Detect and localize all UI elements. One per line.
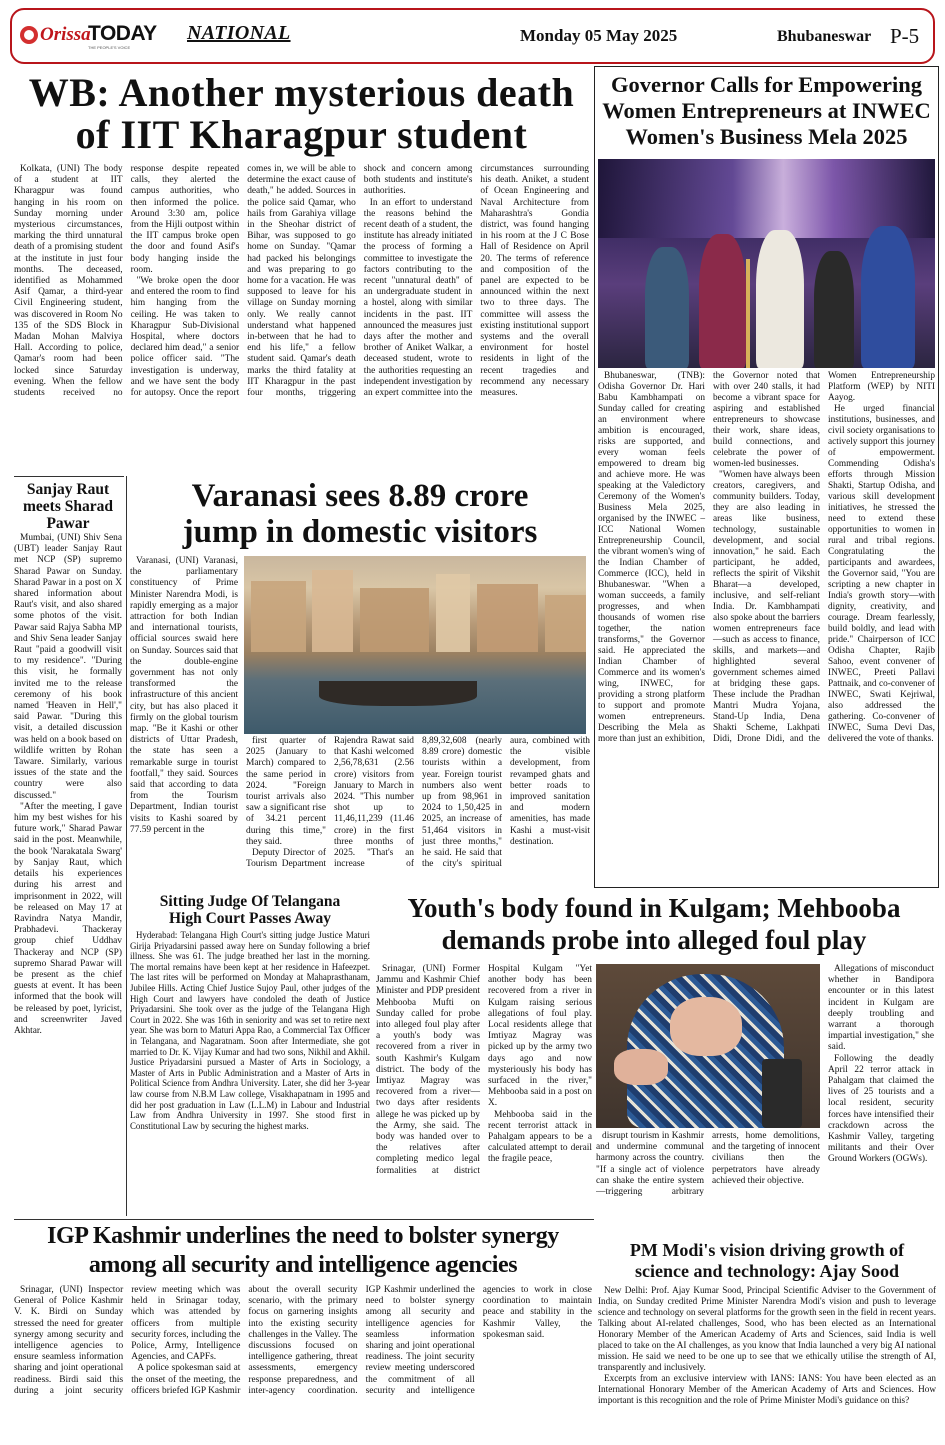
kulgam-headline-line1: Youth's body found in Kulgam; Mehbooba <box>407 893 901 923</box>
judge-headline-line1: Sitting Judge Of Telangana <box>159 893 341 910</box>
raut-paragraph: Mumbai, (UNI) Shiv Sena (UBT) leader Sanjay Raut met NCP (SP) supremo Sharad Pawar on Sunday. Sharad Pawar in a post on X shared information about Raut's visit, and also shared some photos of the visit. Pawar said Rajya Sabha MP and Shiv Sena leader Sanjay Raut "paid a goodwill visit to my residence". "During this visit, he formally invited me to the release ceremony of his book named 'Heaven in Hell'," said Pawar. "During this visit, a detailed discussion was held on a book based on wildlife written by Rohan Taware. Similarly, various issues of the state and the country were also discussed." <box>14 533 122 801</box>
logo-tagline: THE PEOPLE'S VOICE <box>88 45 131 50</box>
section-title: NATIONAL <box>187 22 291 44</box>
sood-paragraph: Excerpts from an exclusive interview with IANS: IANS: You have been elected as an International Honorary Member of the American Academy of Arts and Sciences. How important is this recognition and the role of Prime Minister Modi's guidance on this? <box>598 1373 936 1405</box>
kulgam-body-right <box>828 964 934 1236</box>
wb-headline <box>14 72 589 156</box>
logo-today: TODAY <box>88 22 157 45</box>
varanasi-body-left <box>130 556 238 892</box>
wb-headline-line1: WB: Another mysterious death <box>28 70 575 115</box>
logo <box>20 22 160 52</box>
masthead <box>10 8 935 64</box>
kulgam-paragraph: Mehbooba said in the recent terrorist attack in Pahalgam appears to be a calculated attempt to derail the fragile peace, <box>488 1109 592 1165</box>
wb-article-body <box>14 164 589 474</box>
governor-headline-line3: Women's Business Mela 2025 <box>625 124 908 149</box>
igp-paragraph: Srinagar, (UNI) Inspector General of Police Kashmir V. K. Birdi on Sunday stressed the need for greater synergy among security and intelligence agencies to ensure seamless information sharing and joint operational readiness. Birdi said this during a joint security review meeting which was held in Srinagar today, which was attended by officers from multiple security forces, including the Police, Army, Intelligence Agencies, and CAPFs. <box>14 1285 241 1396</box>
raut-paragraph: "After the meeting, I gave him my best wishes for his future work," Sharad Pawar said in the post. Meanwhile, the book 'Narakatala Swarg' by Sanjay Raut, which details his experiences during his arrest and imprisonment in 2022, will be released on May 17 at Ravindra Natya Mandir, Prabhadevi. Thackeray group chief Uddhav Thackeray and NCP (SP) supremo Sharad Pawar will be present as the chief guests at event. It has been informed that the book will be released by poet, lyricist, and screenwriter Javed Akhtar. <box>14 801 122 1036</box>
kulgam-paragraph: Allegations of misconduct whether in Bandipora encounter or in this latest incident in Kulgam are deeply troubling and warrant a thorough impartial investigation," she said. <box>828 964 934 1053</box>
kulgam-body-left <box>376 964 592 1236</box>
judge-article-body <box>130 930 370 1215</box>
governor-headline-line1: Governor Calls for Empowering <box>610 72 923 97</box>
governor-event-photo <box>598 159 935 368</box>
raut-article-body <box>14 533 122 1215</box>
kulgam-paragraph: disrupt tourism in Kashmir and undermine communal harmony across the country. "If a single act of violence can shake the entire system—triggering arbitrary arrests, home demolitions, and the targeting of innocent civilians then the perpetrators have already achieved their objective. <box>596 1131 820 1198</box>
igp-article-body <box>14 1285 592 1435</box>
raut-headline: Sanjay Raut meets Sharad Pawar <box>23 481 113 532</box>
varanasi-paragraph: Deputy Director of Tourism Department Rajendra Rawat said that Kashi welcomed 2,56,78,631 (2.56 crore) visitors from January to March in 2024. "This number shot up to 11,46,11,239 (11.46 crore) in the first three months of 2025. "That's an increase of 8,89,32,608 (nearly 8.89 crore) domestic tourists within a year. Foreign tourist numbers also went up from 98,961 in 2024 to 1,50,425 in 2025, an increase of 51,464 visitors in just three months," he said. He said that the city's spiritual aura, combined with the visible development, from revamped ghats and better roads to improved sanitation and modern amenities, has made Kashi a must-visit destination. <box>246 736 590 870</box>
igp-headline-line2: among all security and intelligence agencies <box>88 1252 518 1278</box>
issue-date: Monday 05 May 2025 <box>520 26 678 45</box>
sood-headline-line2: science and technology: Ajay Sood <box>634 1261 899 1281</box>
edition-city: Bhubaneswar <box>777 28 872 45</box>
judge-headline <box>130 893 370 927</box>
igp-paragraph: A police spokesman said at the onset of the meeting, the officers briefed IGP Kashmir about the overall security scenario, with the primary focus on garnering insights into the existing security challenges in the Valley. The discussions focused on intelligence gathering, threat assessments, emergency response preparedness, and inter-agency coordination. IGP Kashmir underlined the need to bolster synergy among all security and intelligence agencies for seamless information sharing and joint operational readiness. The joint security review meeting underscored the commitment of all security and intelligence agencies to work in close coordination to maintain peace and stability in the Kashmir Valley, the spokesman said. <box>131 1285 592 1396</box>
kulgam-headline <box>374 892 934 956</box>
judge-paragraph: Hyderabad: Telangana High Court's sitting judge Justice Maturi Girija Priyadarsini passed away here on Sunday following a brief illness. She was 61. The judge breathed her last in the morning. The mortal remains have been kept at her residence in Hafeezpet. The last rites will be performed on Monday at Mahaprasthanam, Jubilee Hills. Acting Chief Justice Sujoy Paul, other judges of the High Court and lawyers have condoled the death of Justice Priyadarsini. She took over as the judge of the Telangana High Court in 2022. She was 16th in seniority and was set to retire next year. She was born to Maturi Appa Rao, a Commercial Tax Officer in Telangana, and Nagaratnam. Soon after Intermediate, she got married to Dr. K. Vijay Kumar and had two sons, Nikhil and Akhil. Justice Priyadarsini pursued a Master of Arts in Sociology, a Master of Arts in Public Administration and a Master of Arts in Political Science from Andhra University. Later, she did her 3-year law course from N.B.M Law college, Visakhapatnam in 1995 and did her post graduation in Law (L.L.M) in Labour and Industrial Law from Andhra University in 1997. She stood first in Constitutional Law by securing the highest marks. <box>130 930 370 1131</box>
varanasi-body-bottom <box>246 736 590 892</box>
wb-paragraph: Kolkata, (UNI) The body of a student at IIT Kharagpur was found hanging in his room on Sunday morning under mysterious circumstances, marking the third unnatural death of a promising student at the institute in just four months. The deceased, identified as Mohammed Asif Qamar, a third-year Civil Engineering student, was discovered in Room No 135 of the SDS Block in Madan Mohan Malviya Hall. According to police, Qamar's room had been locked since Saturday evening. When the fellow students received no response despite repeated calls, they alerted the campus authorities, who then informed the police. Around 3:30 am, police from the Hijli outpost within the IIT campus broke open the door and found Asif's body hanging inside the room. <box>14 164 240 399</box>
sood-article-body <box>598 1285 936 1437</box>
logo-mark-icon <box>20 26 38 44</box>
kulgam-paragraph: Srinagar, (UNI) Former Jammu and Kashmir Chief Minister and PDP president Mehbooba Mufti on Sunday called for probe into alleged foul play after a youth's body was recovered from a river in south Kashmir's Kulgam district. The body of the Imtiyaz Magray was recovered from a river—two days after residents allege he was picked up by the Army, she said. The body was handed over to the relatives after completing medico legal formalities at district Hospital Kulgam "Yet another body has been recovered from a river in Kulgam raising serious allegations of foul play. Local residents allege that Imtiyaz Magray was picked up by the army two days ago and now mysteriously his body has surfaced in the river," Mehbooba said in a post on X. <box>376 964 592 1176</box>
governor-article-body <box>598 371 935 884</box>
varanasi-paragraph: first quarter of 2025 (January to March) compared to the same period in 2024. "Foreign tourist arrivals also saw a significant rise of 34.21 percent during this time," they said. <box>246 736 326 847</box>
sood-headline-line1: PM Modi's vision driving growth of <box>629 1240 905 1260</box>
governor-headline <box>598 72 935 150</box>
wb-paragraph: "We broke open the door and entered the room to find him hanging from the ceiling. He was taken to Kharagpur Sub-Divisional Hospital, where doctors declared him dead," a senior police officer said. "The investigation is underway, and we have sent the body for autopsy. Once the report comes in, we will be able to determine the exact cause of death," he added. Sources in the police said Qamar, who hails from Garahiya village in the Sheohar district of Bihar, was supposed to go home on Sunday. "Qamar had packed his belongings and was preparing to go home for a vacation. He was supposed to leave for his village on Sunday morning only. We really cannot understand what happened in-between that he had to end his life," a fellow student said. Qamar's death marks the third fatality at IIT Kharagpur in the past four months, triggering shock and concern among both students and institute's authorities. <box>130 164 473 399</box>
wb-headline-line2: of IIT Kharagpur student <box>75 112 528 157</box>
igp-headline <box>14 1222 592 1280</box>
varanasi-headline-line1: Varanasi sees 8.89 crore <box>191 478 529 514</box>
mehbooba-mufti-photo <box>596 964 820 1128</box>
governor-paragraph: He urged financial institutions, businesses, and civil society organisations to actively support this journey of empowerment. Commending Odisha's efforts through Mission Shakti, Startup Odisha, and various skill development initiatives, he stressed the need to extend these opportunities to women in rural and tribal regions. Congratulating the participants and awardees, the Governor said, "You are scripting a new chapter in India's growth story—with dignity, creativity, and courage. Dream fearlessly, build boldly, and lead with pride." Chairperson of ICC Odisha Chapter, Rajib Sahoo, event convener of INWEC, Preeti Pallavi Pattnaik, and co-convener of INWEC, Swati Kejriwal, also addressed the gathering. Co-convener of INWEC, Suma Devi Das, delivered the vote of thanks. <box>828 404 935 744</box>
sood-paragraph: New Delhi: Prof. Ajay Kumar Sood, Principal Scientific Adviser to the Government of India, on Sunday credited Prime Minister Narendra Modi's vision and push to leverage science and technology on several platforms for the growth seen in the field in recent years. Talking about AI-related challenges, Sood, who has been elected as an International Honorary Member of the American Academy of Arts and Sciences, said India is well placed to take on the AI challenges, as you know that India launched a very big AI national mission. He said we need to be one up to see that we ethically utilise the strength of AI, transparently and inclusively. <box>598 1285 936 1372</box>
kulgam-paragraph: Following the deadly April 22 terror attack in Pahalgam that claimed the lives of 25 tourists and a local resident, security forces have intensified their crackdown across the Kashmir Valley, targeting militants and their Over Ground Workers (OGWs). <box>828 1053 934 1165</box>
igp-headline-line1: IGP Kashmir underlines the need to bolster synergy <box>47 1223 559 1249</box>
varanasi-headline-line2: jump in domestic visitors <box>182 514 538 550</box>
logo-orissa: Orissa <box>40 24 91 45</box>
kulgam-headline-line2: demands probe into alleged foul play <box>441 925 867 955</box>
wb-paragraph: In an effort to understand the reasons behind the recent death of a student, the institute has already initiated the process of forming a committee to investigate the factors contributing to the recent "unnatural death" of an undergraduate student in a hostel, along with similar incidents in the past. IIT announced the measures just days after the mother and brother of Aniket Walkar, a deceased student, wrote to the authorities requesting an independent investigation by an expert committee into the circumstances surrounding his death. Aniket, a student of Ocean Engineering and Naval Architecture from Maharashtra's Gondia district, was found hanging in his room at the J C Bose Hall of Residence on April 20. The terms of reference and composition of the panel are expected to be announced within the next two to three days. The committee will assess the existing institutional support systems and the overall environment for hostel residents in light of the recent tragedies and recommend any necessary measures. <box>363 164 589 399</box>
governor-paragraph: "Women have always been creators, caregivers, and community builders. Today, they are also leading in areas like business, technology, sustainable development, and social innovation," he said. Each participant, he added, reflects the spirit of Vikshit Bharat—a developed, inclusive, and self-reliant India. Dr. Kambhampati also spoke about the barriers women entrepreneurs face—such as access to finance, skills, and markets—and highlighted several government schemes aimed at bridging these gaps. These include the Pradhan Mantri Mudra Yojana, Stand-Up India, Dena Shakti Scheme, Lakhpati Didi, Drone Didi, and the Women Entrepreneurship Platform (WEP) by NITI Aayog. <box>713 371 935 744</box>
varanasi-headline <box>130 478 590 550</box>
judge-headline-line2: High Court Passes Away <box>168 910 332 927</box>
governor-paragraph: Bhubaneswar, (TNB): Odisha Governor Dr. Hari Babu Kambhampati on Sunday called for creating an environment where ambition is encouraged, risks are supported, and every woman feels empowered to dream big and achieve more. He was speaking at the Valedictory Ceremony of the Women's Business Mela 2025, organised by the INWEC – ICC National Women Entrepreneurship Council, the vibrant women's wing of the Indian Chamber of Commerce (ICC), held in Bhubaneswar. "When a woman succeeds, a family progresses, and when thousands of women rise together, the nation transforms," the Governor said. He appreciated the Indian Chamber of Commerce and its women's wing, INWEC, for providing a strong platform to support and promote women entrepreneurs. Describing the Mela as more than just an exhibition, the Governor noted that with over 240 stalls, it had become a vibrant space for aspiring and established entrepreneurs to showcase their work, share ideas, build connections, and celebrate the power of women-led businesses. <box>598 371 820 744</box>
page-number: P-5 <box>890 24 920 48</box>
varanasi-paragraph: Varanasi, (UNI) Varanasi, the parliamentary constituency of Prime Minister Narendra Modi, is rapidly emerging as a major attraction for both Indian and international tourists, official sources swaid here on Sunday. Sources said that the double-engine government has not only transformed the infrastructure of this ancient city, but has also placed it firmly on the global tourism map. "Be it Kashi or other districts of Uttar Pradesh, the state has seen a remarkable surge in tourist footfall," they said. Sources said that according to data from the Tourism Department, Indian tourist visits to Kashi soared by 77.59 percent in the <box>130 556 238 835</box>
governor-headline-line2: Women Entrepreneurs at INWEC <box>602 98 931 123</box>
sood-headline <box>598 1240 936 1282</box>
kulgam-body-under-photo <box>596 1131 820 1235</box>
varanasi-ghats-photo <box>244 556 586 734</box>
